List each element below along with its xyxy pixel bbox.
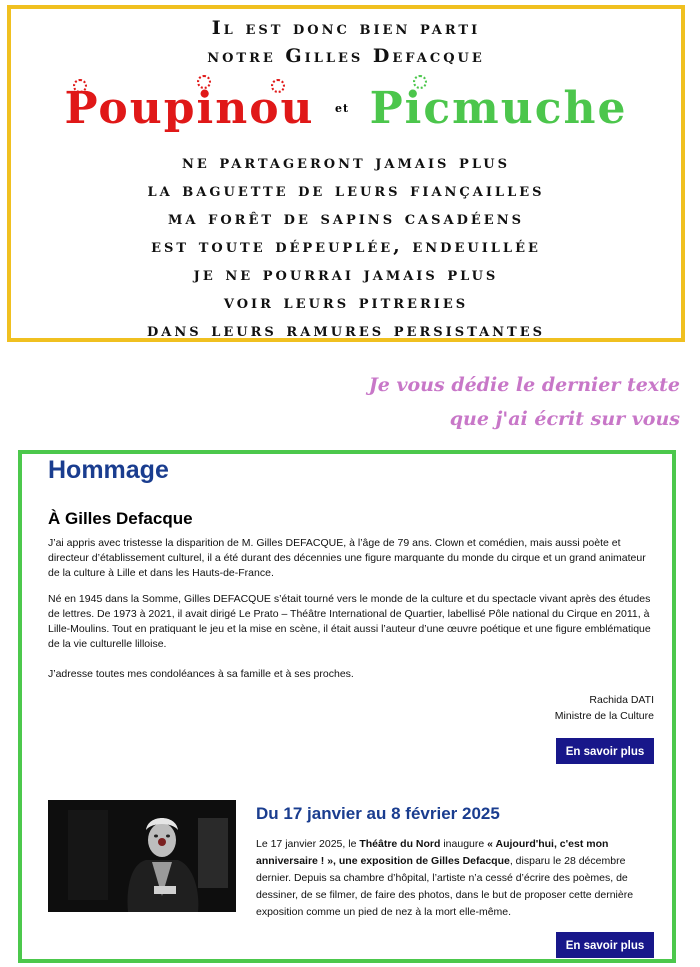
tribute-heading: À Gilles Defacque <box>48 509 193 528</box>
title-picmuche: Picmuche <box>369 83 628 134</box>
dedication-line: Je vous dédie le dernier texte <box>368 374 680 396</box>
poem-box <box>7 5 685 342</box>
poem-line: dans leurs ramures persistantes <box>146 319 546 341</box>
learn-more-button[interactable]: En savoir plus <box>556 932 654 958</box>
event-venue: Théâtre du Nord <box>359 838 441 850</box>
event-text-part: inaugure <box>440 838 488 850</box>
poem-line: notre Gilles Defacque <box>207 45 485 67</box>
sun-ornament-icon <box>271 79 285 93</box>
signature-name: Rachida DATI <box>589 694 654 706</box>
clown-photo-illustration <box>48 800 236 912</box>
event-text-part: Le 17 janvier 2025, le <box>256 838 360 850</box>
event-description <box>256 836 656 921</box>
title-et: et <box>335 102 350 115</box>
event-exhibition-title: « Aujourd'hui, c'est mon anniversaire ! », une exposition de Gilles Defacque <box>256 838 609 867</box>
event-text-part: , disparu le 28 décembre dernier. Depuis sa chambre d’hôpital, l’artiste n’a cessé d’écrire des poèmes, de dessiner, de se filmer, de faire des photos, dans le but de proposer cette dernière exposition comme un pied de nez à la mort elle-même. <box>256 855 634 918</box>
title-poupinou: Poupinou <box>64 83 315 134</box>
poem-line: est toute dépeuplée, endeuillée <box>151 235 541 257</box>
signature-role: Ministre de la Culture <box>554 710 654 722</box>
sun-ornament-icon <box>197 75 211 89</box>
event-title: Du 17 janvier au 8 février 2025 <box>256 804 500 823</box>
poem-line: ma forêt de sapins casadéens <box>168 207 524 229</box>
learn-more-button[interactable]: En savoir plus <box>556 738 654 764</box>
poem-line: voir leurs pitreries <box>223 291 469 313</box>
tribute-paragraph: Né en 1945 dans la Somme, Gilles DEFACQUE s’était tourné vers le monde de la culture et du spectacle vivant après des études de lettres. De 1973 à 2021, il avait dirigé Le Prato – Théâtre International de Quartier, labellisé Pôle national du Cirque en 2011, à Lille-Moulins. Tout en pratiquant le jeu et la mise en scène, il était aussi l’auteur d’une œuvre poétique et une figure emblématique de la vie culturelle lilloise. <box>48 593 651 650</box>
poem-line: je ne pourrai jamais plus <box>193 263 499 285</box>
poem-line: la baguette de leurs fiançailles <box>147 179 545 201</box>
sun-ornament-icon <box>73 79 87 93</box>
tribute-box <box>18 450 676 963</box>
section-title: Hommage <box>48 456 169 484</box>
poem-line: Il est donc bien parti <box>211 17 481 39</box>
tribute-paragraph: J’adresse toutes mes condoléances à sa famille et à ses proches. <box>48 668 354 680</box>
tribute-paragraph: J’ai appris avec tristesse la disparition de M. Gilles DEFACQUE, à l’âge de 79 ans. Clown et comédien, mais aussi poète et directeur d’établissement culturel, il a été durant des décennies une figure marquante du monde du cirque et un grand animateur de la culture à Lille et dans les Hauts-de-France. <box>48 537 646 579</box>
poem-title <box>11 83 681 143</box>
poem-line: ne partageront jamais plus <box>182 151 510 173</box>
sun-ornament-icon <box>413 75 427 89</box>
dedication-line: que j'ai écrit sur vous <box>449 408 680 430</box>
clown-photo <box>48 800 236 912</box>
